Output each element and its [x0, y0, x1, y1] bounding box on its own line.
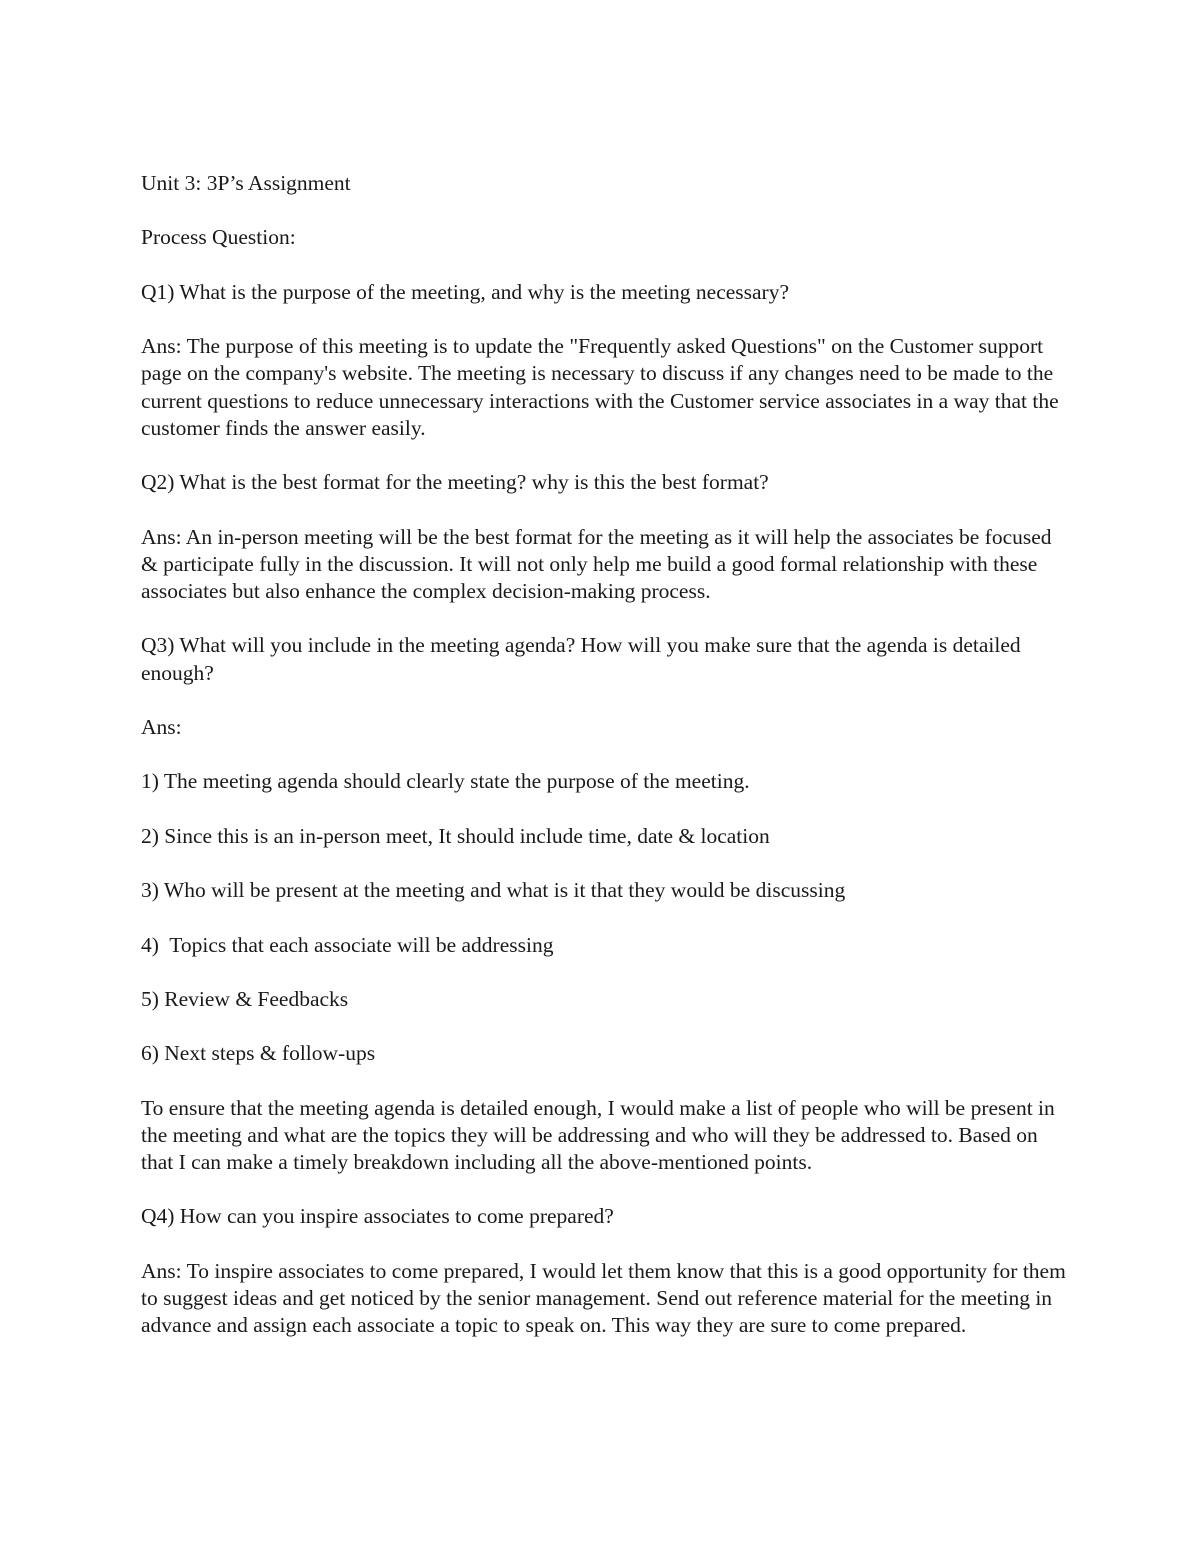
answer-4: Ans: To inspire associates to come prepared, I would let them know that this is a good opportunity for them to suggest ideas and get noticed by the senior management. Send out reference material for the meeting in advance and assign each associate a topic to speak on. This way they are sure to come prepared. — [141, 1258, 1066, 1338]
answer-3-label: Ans: — [141, 714, 182, 739]
answer-3-conclusion: To ensure that the meeting agenda is detailed enough, I would make a list of people who will be present in the meeting and what are the topics they will be addressing and who will they be addressed to. Based on that I can make a timely breakdown including all the above-mentioned points. — [141, 1095, 1055, 1175]
question-1: Q1) What is the purpose of the meeting, and why is the meeting necessary? — [141, 279, 790, 304]
agenda-item-2: 2) Since this is an in-person meet, It should include time, date & location — [141, 823, 770, 848]
section-heading: Process Question: — [141, 225, 296, 250]
question-4: Q4) How can you inspire associates to come prepared? — [141, 1204, 614, 1229]
answer-2: Ans: An in-person meeting will be the best format for the meeting as it will help the associates be focused & participate fully in the discussion. It will not only help me build a good formal relationship with these associates but also enhance the complex decision-making process. — [141, 524, 1052, 603]
agenda-item-6: 6) Next steps & follow-ups — [141, 1041, 376, 1066]
agenda-item-3: 3) Who will be present at the meeting and what is it that they would be discussing — [141, 878, 846, 903]
question-2: Q2) What is the best format for the meeting? why is this the best format? — [141, 470, 769, 495]
question-3: Q3) What will you include in the meeting agenda? How will you make sure that the agenda is detailed enough? — [141, 633, 1021, 685]
agenda-item-1: 1) The meeting agenda should clearly state the purpose of the meeting. — [141, 769, 750, 794]
document-title: Unit 3: 3P’s Assignment — [141, 171, 351, 195]
agenda-item-5: 5) Review & Feedbacks — [141, 986, 349, 1011]
answer-1: Ans: The purpose of this meeting is to update the "Frequently asked Questions" on the Customer support page on the company's website. The meeting is necessary to discuss if any changes need to be made to the current questions to reduce unnecessary interactions with the Customer service associates in a way that the customer finds the answer easily. — [141, 334, 1059, 440]
document-body — [141, 170, 1066, 1367]
agenda-item-4: 4) Topics that each associate will be addressing — [141, 932, 554, 957]
